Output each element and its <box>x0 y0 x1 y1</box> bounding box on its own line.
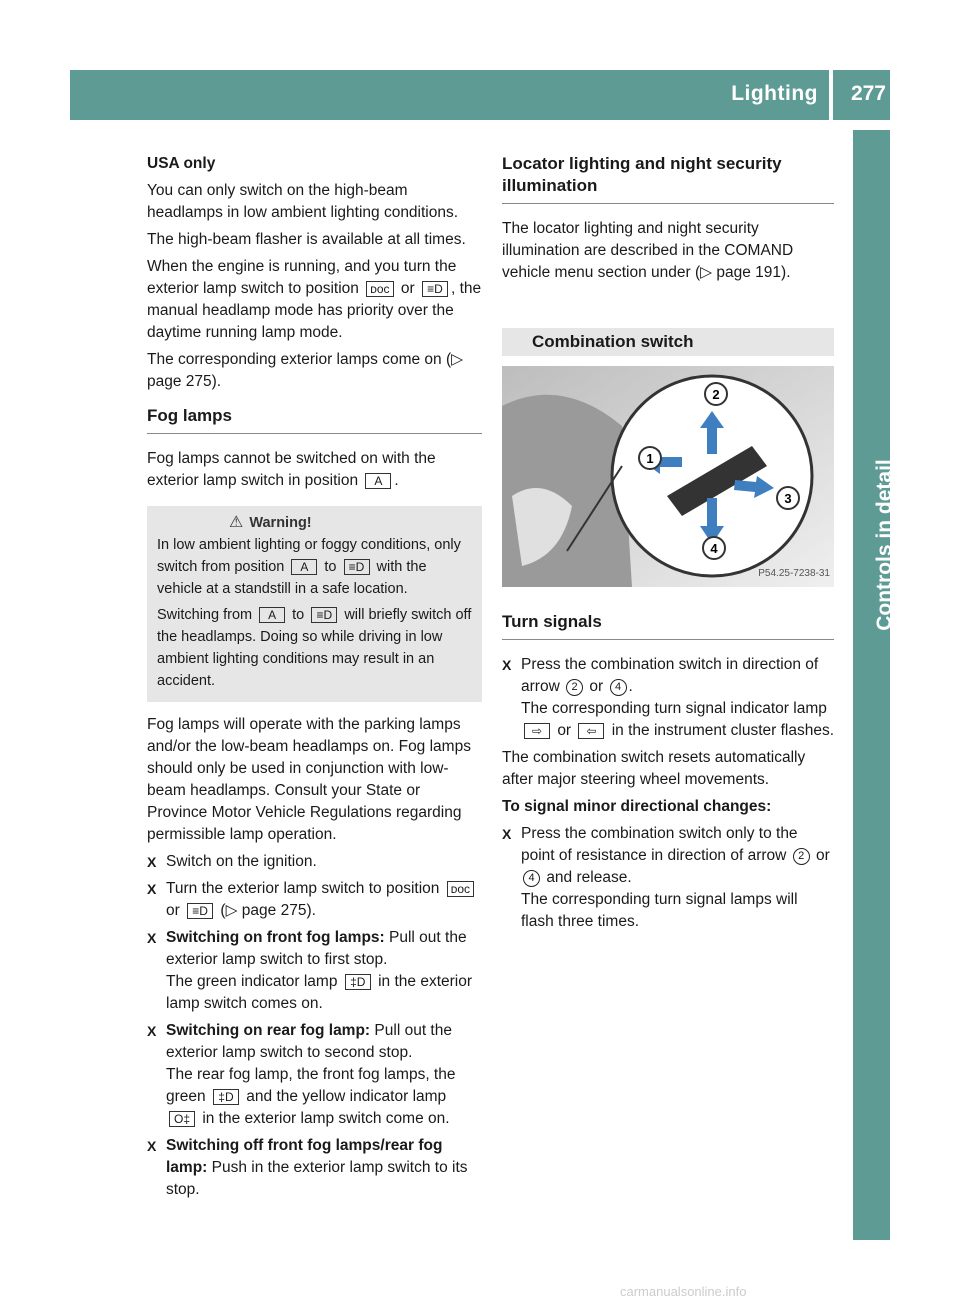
combination-switch-photo <box>502 366 834 587</box>
front-fog-icon: ‡D <box>345 974 371 990</box>
low-beam-icon: ≡D <box>187 903 213 919</box>
locator-paragraph: The locator lighting and night security illumination are described in the COMAND vehicle menu section under (▷ page 191). <box>502 220 794 281</box>
svg-text:1: 1 <box>646 451 654 466</box>
callout-ref-2: 2 <box>566 679 583 696</box>
usa-heading: USA only <box>147 155 216 172</box>
usa-paragraph-4: The corresponding exterior lamps come on (▷ page 275). <box>147 351 464 390</box>
low-beam-icon: ≡D <box>422 281 448 297</box>
callout-ref-4: 4 <box>610 679 627 696</box>
combination-switch-heading: Combination switch <box>502 328 834 356</box>
svg-text:3: 3 <box>784 491 792 506</box>
reset-paragraph: The combination switch resets automatically after major steering wheel movements. <box>502 749 806 788</box>
turn-left-icon: ⇦ <box>578 723 604 739</box>
auto-lamp-icon: A <box>259 607 285 623</box>
step-fog-off: X Switching off front fog lamps/rear fog lamp: Push in the exterior lamp switch to its stop. <box>147 1135 482 1201</box>
auto-lamp-icon: A <box>365 473 391 489</box>
photo-code: P54.25-7238-31 <box>758 568 830 579</box>
step-turn-switch: X Turn the exterior lamp switch to position ᴅᴏᴄ or ≡D (▷ page 275). <box>147 878 482 922</box>
auto-lamp-icon: A <box>291 559 317 575</box>
callout-1 <box>639 447 661 469</box>
page-number: 277 <box>850 82 886 105</box>
callout-3 <box>777 487 799 509</box>
combination-switch-illustration <box>502 366 834 587</box>
warning-triangle-icon: ⚠ <box>229 514 244 531</box>
right-column <box>502 153 834 938</box>
warning-box <box>147 506 482 702</box>
usa-paragraph-2: The high-beam flasher is available at all times. <box>147 231 466 248</box>
locator-heading: Locator lighting and night security illumination <box>502 153 834 204</box>
warning-paragraph-2: Switching from A to ≡D will briefly switch off the headlamps. Doing so while driving in low ambient lighting conditions may result in an accident. <box>157 607 472 689</box>
turn-signals-heading: Turn signals <box>502 611 834 640</box>
rear-fog-icon: O‡ <box>169 1111 195 1127</box>
parking-lamp-icon: ᴅᴏᴄ <box>366 281 393 297</box>
step-minor-change: X Press the combination switch only to the point of resistance in direction of arrow 2 or 4 and release. The corresponding turn signal lamps will flash three times. <box>502 823 834 933</box>
callout-ref-4: 4 <box>523 870 540 887</box>
callout-ref-2: 2 <box>793 848 810 865</box>
callout-4 <box>703 537 725 559</box>
header-bar <box>70 70 890 120</box>
front-fog-icon: ‡D <box>213 1089 239 1105</box>
side-tab <box>853 130 890 1240</box>
low-beam-icon: ≡D <box>311 607 337 623</box>
step-rear-fog-on: X Switching on rear fog lamp: Pull out the exterior lamp switch to second stop. The rear fog lamp, the front fog lamps, the green ‡D and the yellow indicator lamp O‡ in the exterior lamp switch come on. <box>147 1020 482 1130</box>
warning-paragraph-1: In low ambient lighting or foggy conditions, only switch from position A to ≡D with the vehicle at a standstill in a safe location. <box>157 537 461 597</box>
svg-text:2: 2 <box>712 387 720 402</box>
header-divider <box>829 70 833 120</box>
svg-text:4: 4 <box>710 541 718 556</box>
fog-paragraph-1: Fog lamps cannot be switched on with the exterior lamp switch in position A . <box>147 450 436 489</box>
watermark: carmanualsonline.info <box>620 1284 747 1299</box>
usa-paragraph-3: When the engine is running, and you turn the exterior lamp switch to position ᴅᴏᴄ or ≡D , the manual headlamp mode has priority over the daytime running lamp mode. <box>147 258 482 341</box>
callout-2 <box>705 383 727 405</box>
turn-right-icon: ⇨ <box>524 723 550 739</box>
minor-changes-heading: To signal minor directional changes: <box>502 798 772 815</box>
left-column <box>147 153 482 1206</box>
warning-title: ⚠ Warning! <box>229 514 312 531</box>
section-title: Lighting <box>731 82 818 105</box>
fog-paragraph-2: Fog lamps will operate with the parking lamps and/or the low-beam headlamps on. Fog lamps should only be used in conjunction with low-beam headlamps. Consult your State or Province Motor Vehicle Regulations regarding permissible lamp operation. <box>147 716 471 843</box>
usa-paragraph-1: You can only switch on the high-beam headlamps in low ambient lighting conditions. <box>147 182 459 221</box>
step-ignition: X Switch on the ignition. <box>147 851 482 873</box>
step-press-switch: X Press the combination switch in direction of arrow 2 or 4 . The corresponding turn signal indicator lamp ⇨ or ⇦ in the instrument cluster flashes. <box>502 654 834 742</box>
low-beam-icon: ≡D <box>344 559 370 575</box>
step-front-fog-on: X Switching on front fog lamps: Pull out the exterior lamp switch to first stop. The green indicator lamp ‡D in the exterior lamp switch comes on. <box>147 927 482 1015</box>
fog-lamps-heading: Fog lamps <box>147 405 482 434</box>
parking-lamp-icon: ᴅᴏᴄ <box>447 881 474 897</box>
